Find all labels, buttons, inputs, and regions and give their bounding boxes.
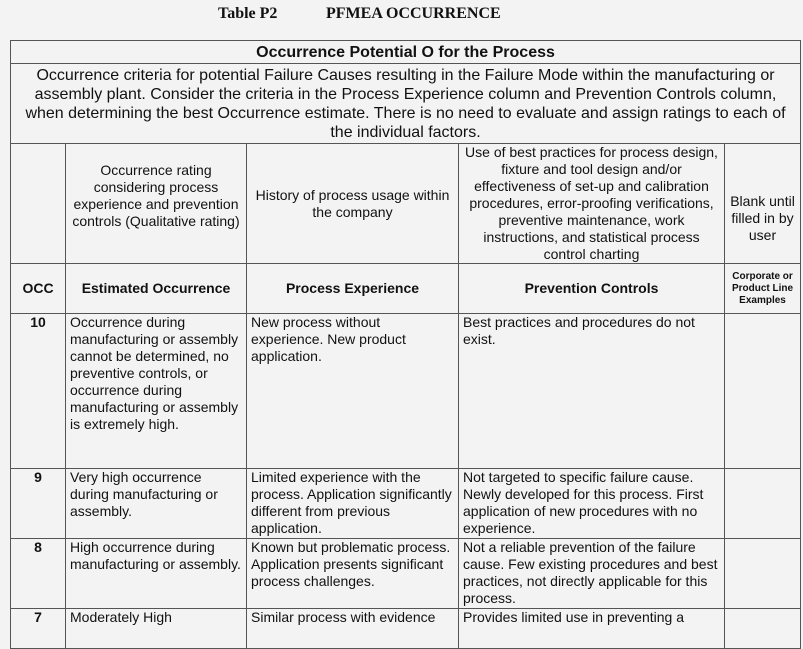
- occurrence-table: [10, 40, 801, 649]
- column-header-prevention: Prevention Controls: [459, 264, 725, 314]
- prevention-controls: Best practices and procedures do not exist.: [459, 314, 725, 469]
- subheader-examples: Blank until filled in by user: [725, 144, 801, 264]
- prevention-controls: Provides limited use in preventing a: [459, 609, 725, 649]
- column-header-estimated: Estimated Occurrence: [66, 264, 247, 314]
- table-name: PFMEA OCCURRENCE: [326, 5, 501, 22]
- table-description: Occurrence criteria for potential Failure Causes resulting in the Failure Mode within the manufacturing or assembly plant. Consider the criteria in the Process Experience column and Prevention Controls column, when determining the best Occurrence estimate. There is no need to evaluate and assign ratings to each of the individual factors.: [11, 64, 801, 144]
- process-experience: Limited experience with the process. Application significantly different from previous application.: [247, 469, 459, 539]
- examples-cell[interactable]: [725, 609, 801, 649]
- occ-value: 10: [11, 314, 66, 469]
- subheader-experience: History of process usage within the company: [247, 144, 459, 264]
- column-header-examples: Corporate or Product Line Examples: [725, 264, 801, 314]
- process-experience: Known but problematic process. Application presents significant process challenges.: [247, 539, 459, 609]
- process-experience: Similar process with evidence: [247, 609, 459, 649]
- examples-cell[interactable]: [725, 539, 801, 609]
- estimated-occurrence: Occurrence during manufacturing or assembly cannot be determined, no preventive controls, or occurrence during manufacturing or assembly is extremely high.: [66, 314, 247, 469]
- estimated-occurrence: Moderately High: [66, 609, 247, 649]
- examples-cell[interactable]: [725, 469, 801, 539]
- table-row: [11, 609, 801, 649]
- estimated-occurrence: Very high occurrence during manufacturing or assembly.: [66, 469, 247, 539]
- subheader-occ: [11, 144, 66, 264]
- occ-value: 9: [11, 469, 66, 539]
- table-row: [11, 314, 801, 469]
- prevention-controls: Not a reliable prevention of the failure cause. Few existing procedures and best practices, not directly applicable for this process.: [459, 539, 725, 609]
- estimated-occurrence: High occurrence during manufacturing or assembly.: [66, 539, 247, 609]
- column-header-experience: Process Experience: [247, 264, 459, 314]
- subheader-estimated: Occurrence rating considering process experience and prevention controls (Qualitative rating): [66, 144, 247, 264]
- process-experience: New process without experience. New product application.: [247, 314, 459, 469]
- table-row: [11, 539, 801, 609]
- table-row: [11, 469, 801, 539]
- occ-value: 7: [11, 609, 66, 649]
- table-heading: Occurrence Potential O for the Process: [11, 41, 801, 64]
- occ-value: 8: [11, 539, 66, 609]
- prevention-controls: Not targeted to specific failure cause. Newly developed for this process. First application of new procedures with no experience.: [459, 469, 725, 539]
- examples-cell[interactable]: [725, 314, 801, 469]
- table-id: Table P2: [218, 5, 278, 22]
- subheader-prevention: Use of best practices for process design, fixture and tool design and/or effectiveness of set-up and calibration procedures, error-proofing verifications, preventive maintenance, work instructions, and statistical process control charting: [459, 144, 725, 264]
- column-header-occ: OCC: [11, 264, 66, 314]
